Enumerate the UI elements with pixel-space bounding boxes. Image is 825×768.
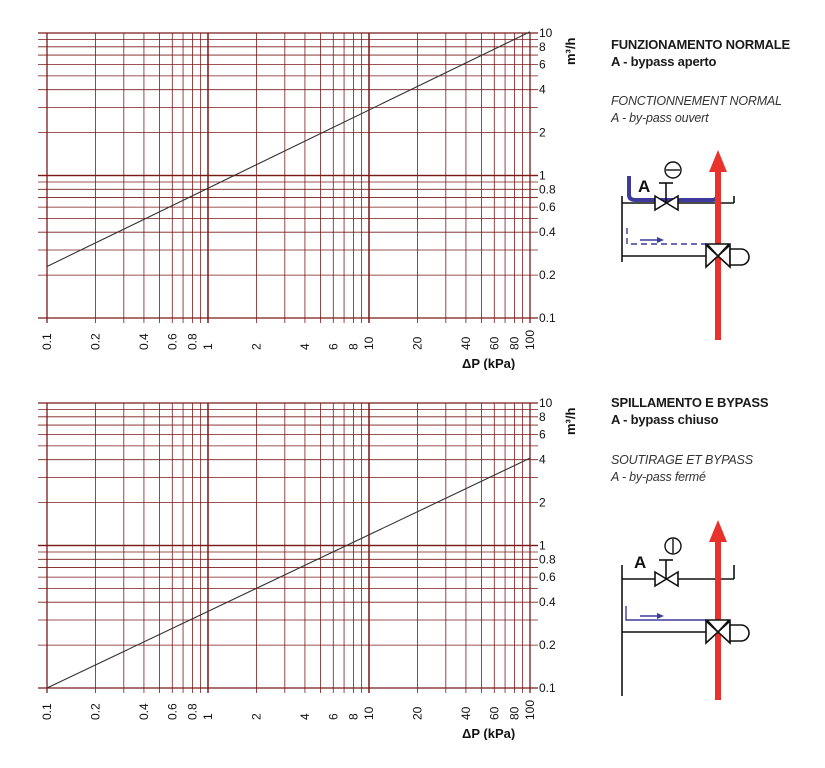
x-tick-label: 0.8 — [185, 703, 200, 720]
y-tick-label: 10 — [539, 396, 553, 410]
actuator-icon — [730, 625, 749, 641]
subtitle-it: A - bypass chiuso — [611, 412, 719, 427]
y-tick-label: 0.6 — [539, 200, 556, 215]
x-tick-label: 20 — [410, 706, 425, 720]
x-tick-label: 0.8 — [185, 333, 200, 350]
chart-panel-bypass — [0, 370, 825, 740]
x-tick-label: 1 — [201, 343, 215, 350]
y-tick-label: 0.6 — [539, 570, 556, 585]
x-tick-label: 40 — [458, 706, 473, 720]
x-tick-label: 0.1 — [40, 333, 54, 350]
title-fr: FONCTIONNEMENT NORMAL — [611, 94, 782, 108]
x-tick-label: 80 — [507, 336, 522, 350]
valve-label: A — [634, 553, 647, 572]
valve-label: A — [638, 177, 651, 196]
y-tick-label: 2 — [539, 125, 546, 140]
flow-arrow-icon — [657, 237, 664, 243]
x-tick-label: 0.6 — [165, 333, 180, 350]
y-tick-label: 1 — [539, 168, 546, 183]
x-tick-label: 6 — [326, 713, 341, 720]
y-tick-label: 0.4 — [539, 225, 556, 240]
y-axis-label: m³/h — [563, 407, 578, 435]
x-tick-label: 0.2 — [88, 703, 103, 720]
up-arrow-icon — [709, 150, 727, 172]
return-flow-line — [626, 606, 706, 620]
flow-arrow-icon — [657, 613, 664, 619]
x-tick-label: 1 — [201, 713, 215, 720]
y-tick-label: 8 — [539, 409, 546, 424]
y-tick-label: 0.2 — [539, 638, 556, 653]
subtitle-fr: A - by-pass ouvert — [611, 111, 709, 125]
title-fr: SOUTIRAGE ET BYPASS — [611, 453, 753, 467]
actuator-icon — [730, 249, 749, 265]
x-tick-label: 100 — [523, 699, 537, 720]
x-tick-label: 0.6 — [165, 703, 180, 720]
y-tick-label: 4 — [539, 82, 546, 97]
y-tick-label: 0.1 — [539, 681, 556, 695]
diagram-bypass-closed — [0, 370, 825, 740]
x-tick-label: 60 — [487, 706, 502, 720]
x-tick-label: 10 — [362, 706, 376, 720]
x-tick-label: 2 — [249, 713, 264, 720]
y-tick-label: 0.8 — [539, 182, 556, 197]
title-it: FUNZIONAMENTO NORMALE — [611, 37, 790, 52]
y-axis-label: m³/h — [563, 37, 578, 65]
x-tick-label: 0.4 — [136, 333, 151, 350]
x-tick-label: 80 — [507, 706, 522, 720]
y-tick-label: 8 — [539, 39, 546, 54]
x-axis-label: ΔP (kPa) — [462, 356, 516, 370]
y-tick-label: 10 — [539, 26, 553, 40]
x-tick-label: 60 — [487, 336, 502, 350]
x-tick-label: 8 — [346, 713, 361, 720]
x-tick-label: 100 — [523, 329, 537, 350]
chart-panel-normal — [0, 0, 825, 370]
x-tick-label: 6 — [326, 343, 341, 350]
x-tick-label: 4 — [297, 713, 312, 720]
y-tick-label: 0.8 — [539, 552, 556, 567]
x-tick-label: 20 — [410, 336, 425, 350]
y-tick-label: 0.1 — [539, 311, 556, 325]
x-tick-label: 4 — [297, 343, 312, 350]
x-tick-label: 2 — [249, 343, 264, 350]
diagram-bypass-open — [0, 0, 825, 370]
x-tick-label: 8 — [346, 343, 361, 350]
x-tick-label: 0.1 — [40, 703, 54, 720]
up-arrow-icon — [709, 520, 727, 542]
x-tick-label: 0.2 — [88, 333, 103, 350]
y-tick-label: 4 — [539, 452, 546, 467]
title-it: SPILLAMENTO E BYPASS — [611, 395, 769, 410]
y-tick-label: 6 — [539, 57, 546, 72]
x-tick-label: 40 — [458, 336, 473, 350]
y-tick-label: 2 — [539, 495, 546, 510]
y-tick-label: 1 — [539, 538, 546, 553]
x-tick-label: 10 — [362, 336, 376, 350]
subtitle-fr: A - by-pass fermé — [611, 470, 706, 484]
y-tick-label: 6 — [539, 427, 546, 442]
subtitle-it: A - bypass aperto — [611, 54, 717, 69]
y-tick-label: 0.4 — [539, 595, 556, 610]
return-flow-line — [627, 228, 706, 244]
y-tick-label: 0.2 — [539, 268, 556, 283]
x-tick-label: 0.4 — [136, 703, 151, 720]
x-axis-label: ΔP (kPa) — [462, 726, 516, 740]
